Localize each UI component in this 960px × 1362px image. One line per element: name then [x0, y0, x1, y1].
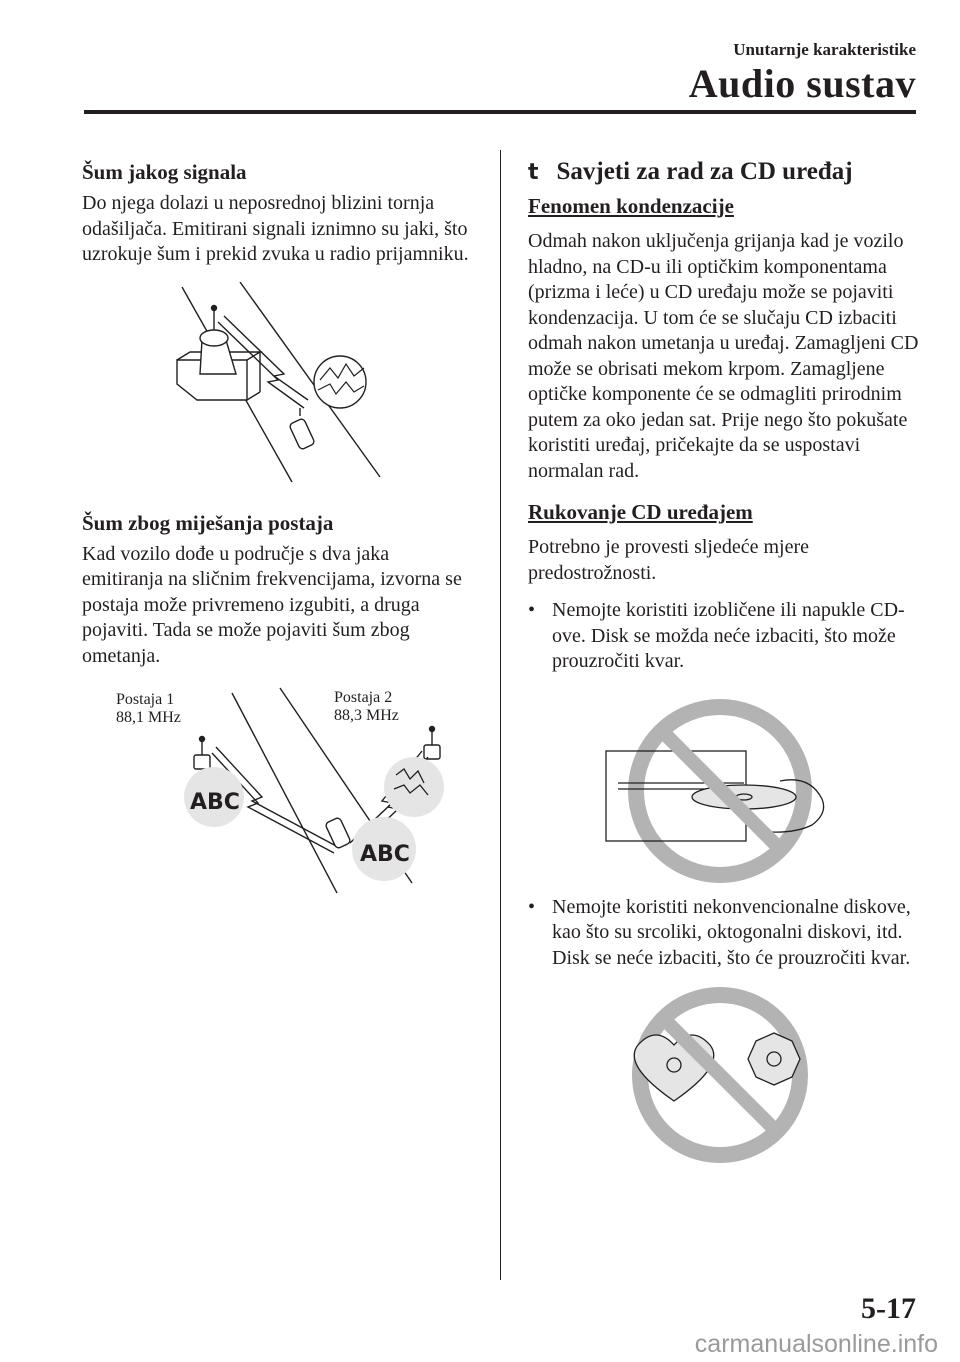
subheading-condensation: Fenomen kondenzacije: [528, 194, 734, 218]
bullet-icon: •: [528, 599, 536, 621]
watermark: carmanualsonline.info: [694, 1330, 938, 1358]
no-unusual-disc-figure: [528, 983, 920, 1163]
paragraph-station-mixing: Kad vozilo dođe u područje s dva jaka emitiranja na sličnim frekvencijama, izvorna se postaja može privremeno izgubiti, a druga pojaviti. Tada se može pojaviti šum zbog ometanja.: [82, 542, 462, 667]
tower-interference-figure: [82, 282, 474, 497]
page-number: 5-17: [861, 1292, 916, 1325]
abc-label-2: ABC: [360, 842, 410, 867]
paragraph-condensation: Odmah nakon uključenja grijanja kad je vozilo hladno, na CD-u ili optičkim komponentama (prizma i leće) u CD uređaju može se pojaviti kondenzacija. U tom će se slučaju CD izbaciti odmah nakon umetanja u uređaj. Zamagljeni CD može se obrisati mekom krpom. Zamagljene optičke komponente će se odmagliti prirodnim putem za oko jedan sat. Prije nego što pokušate koristiti uređaj, pričekajte da se uspostavi normalan rad.: [528, 230, 919, 482]
abc-label-1: ABC: [190, 790, 240, 815]
paragraph-precautions: Potrebno je provesti sljedeće mjere predostrožnosti.: [528, 536, 810, 584]
station-1-label: Postaja 1 88,1 MHz: [116, 691, 181, 726]
column-divider: [500, 150, 501, 1280]
paragraph-strong-signal: Do njega dolazi u neposrednoj blizini tornja odašiljača. Emitirani signali iznimno su jaki, što uzrokuje šum i prekid zvuka u radio prijamniku.: [82, 192, 469, 265]
station-2-label: Postaja 2 88,3 MHz: [334, 689, 399, 724]
right-column: [528, 140, 920, 1163]
subheading-cd-handling: Rukovanje CD uređajem: [528, 500, 753, 524]
bullet-item-unusual-disc: • Nemojte koristiti nekonvencionalne diskove, kao što su srcoliki, oktogonalni diskovi, itd. Disk se neće izbaciti, što će prouzročiti kvar.: [528, 895, 920, 972]
section-heading: [528, 158, 920, 186]
bullet-item-damaged-cd: • Nemojte koristiti izobličene ili napukle CD-ove. Disk se možda neće izbaciti, što može prouzročiti kvar.: [528, 598, 920, 675]
page-title: Audio sustav: [688, 61, 916, 106]
heading-strong-signal-noise: Šum jakog signala: [82, 160, 247, 184]
no-damaged-cd-figure: [528, 685, 920, 885]
header-rule: [84, 110, 916, 114]
section-title: Savjeti za rad za CD uređaj: [556, 158, 853, 185]
heading-station-mixing: Šum zbog miješanja postaja: [82, 510, 334, 535]
left-column: [82, 140, 474, 903]
section-label: Unutarnje karakteristike: [733, 40, 916, 59]
section-mark: t: [528, 160, 539, 185]
station-mixing-figure: [82, 683, 474, 903]
bullet-icon: •: [528, 895, 536, 918]
